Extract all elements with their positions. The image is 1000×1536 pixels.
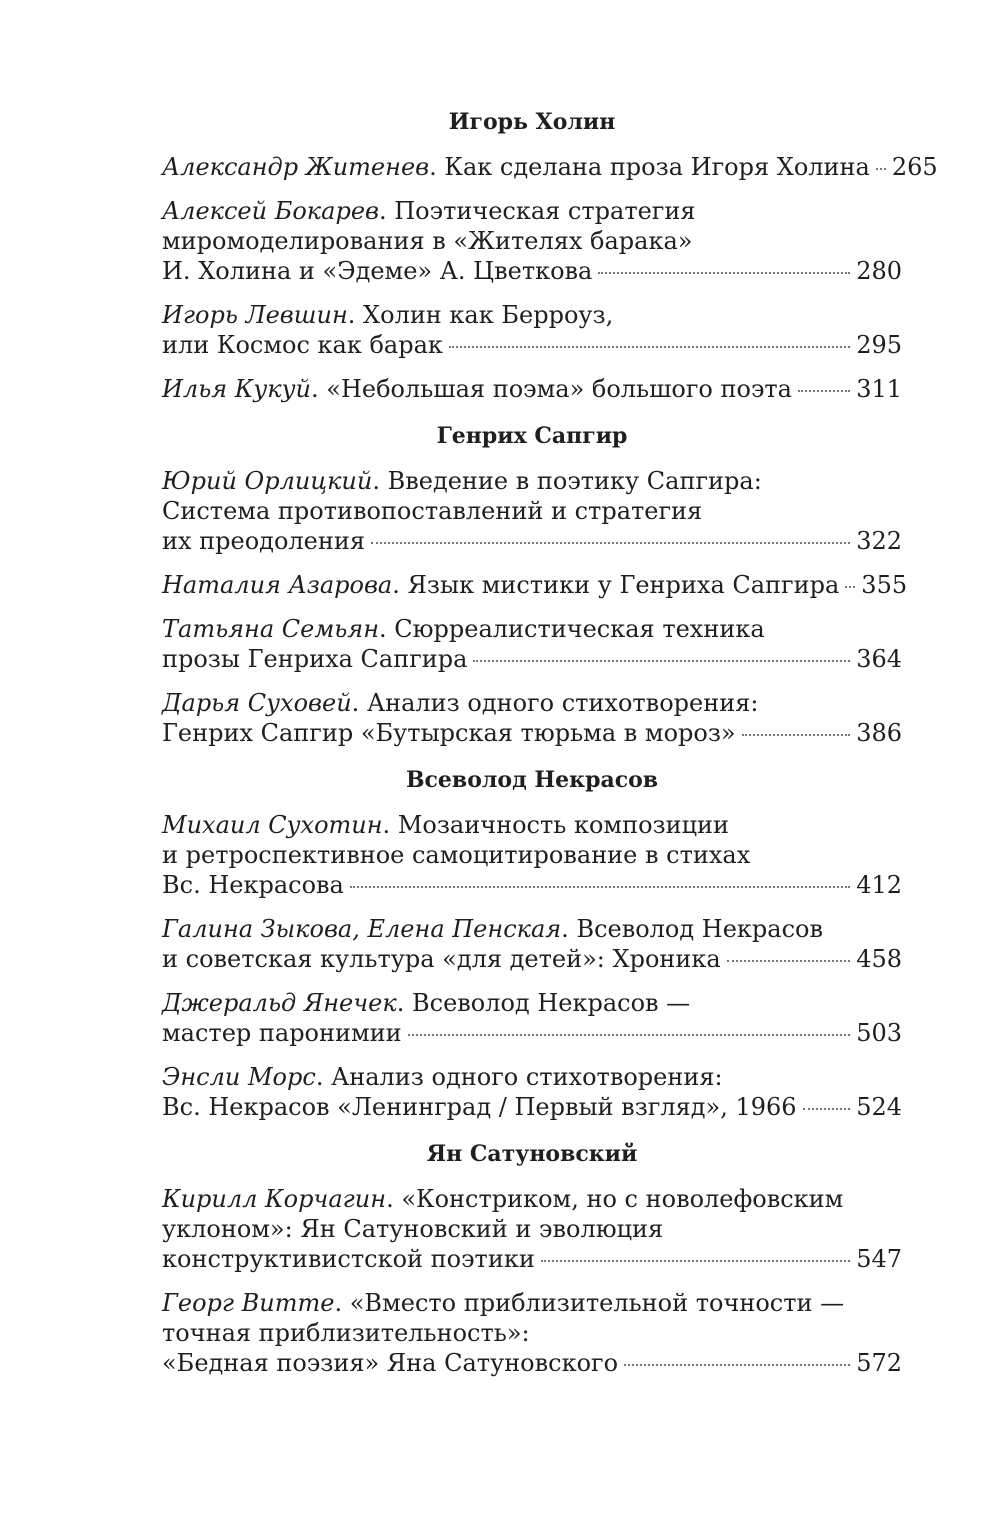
entry-line: Кирилл Корчагин. «Констриком, но с новолефовским xyxy=(162,1185,844,1213)
entry-author: Александр Житенев xyxy=(162,153,430,181)
dot-leader xyxy=(803,1108,851,1110)
entry-title-line: миромоделирования в «Жителях барака» xyxy=(162,227,693,255)
toc-entry[interactable] xyxy=(162,570,908,600)
entry-line: Михаил Сухотин. Мозаичность композиции xyxy=(162,811,730,839)
entry-line: Илья Кукуй. «Небольшая поэма» большого поэта xyxy=(162,375,792,403)
dot-leader xyxy=(350,886,850,888)
page-number: 311 xyxy=(856,375,902,403)
toc-entry[interactable] xyxy=(162,196,902,286)
entry-title-line: Мозаичность композиции xyxy=(397,811,730,839)
entry-last-line xyxy=(162,374,902,404)
toc-entry[interactable] xyxy=(162,988,902,1048)
toc-entry[interactable] xyxy=(162,810,902,900)
entry-title-line: Система противопоставлений и стратегия xyxy=(162,497,703,525)
entry-last-line xyxy=(162,870,902,900)
entry-line: Джеральд Янечек. Всеволод Некрасов — xyxy=(162,989,691,1017)
entry-title-line: Язык мистики у Генриха Сапгира xyxy=(407,571,840,599)
entry-line: Игорь Левшин. Холин как Берроуз, xyxy=(162,301,614,329)
entry-title-line: точная приблизительность»: xyxy=(162,1319,530,1347)
table-of-contents xyxy=(162,104,938,1392)
entry-title-line: Вс. Некрасова xyxy=(162,871,344,899)
page-number: 265 xyxy=(891,153,938,181)
entry-title-line: «Небольшая поэма» большого поэта xyxy=(326,375,792,403)
entry-title-line: уклоном»: Ян Сатуновский и эволюция xyxy=(162,1215,664,1243)
page-number: 503 xyxy=(856,1019,902,1047)
entry-last-line xyxy=(162,1244,902,1274)
entry-title-line: Поэтическая стратегия xyxy=(394,197,696,225)
section-title: Генрих Сапгир xyxy=(436,423,628,449)
page-number: 322 xyxy=(856,527,902,555)
dot-leader xyxy=(798,390,850,392)
entry-title-line: Всеволод Некрасов xyxy=(576,915,823,943)
entry-title-line: прозы Генриха Сапгира xyxy=(162,645,468,673)
page-number: 355 xyxy=(861,571,908,599)
entry-line: Георг Витте. «Вместо приблизительной точности — xyxy=(162,1289,845,1317)
entry-title-line: мастер паронимии xyxy=(162,1019,402,1047)
entry-line: Александр Житенев. Как сделана проза Игоря Холина xyxy=(162,153,870,181)
entry-author: Наталия Азарова xyxy=(162,571,393,599)
page-number: 295 xyxy=(856,331,902,359)
entry-title-line: Сюрреалистическая техника xyxy=(394,615,765,643)
toc-entry[interactable] xyxy=(162,152,938,182)
entry-title-line: и советская культура «для детей»: Хроника xyxy=(162,945,721,973)
entry-last-line xyxy=(162,1018,902,1048)
entry-line: Алексей Бокарев. Поэтическая стратегия xyxy=(162,197,696,225)
section-title: Ян Сатуновский xyxy=(426,1141,638,1167)
entry-title-line: Холин как Берроуз, xyxy=(363,301,614,329)
entry-title-line: Введение в поэтику Сапгира: xyxy=(387,467,762,495)
entry-last-line xyxy=(162,330,902,360)
page-number: 386 xyxy=(856,719,902,747)
entry-title-line: конструктивистской поэтики xyxy=(162,1245,535,1273)
toc-entry[interactable] xyxy=(162,1288,902,1378)
entry-last-line xyxy=(162,570,908,600)
page-number: 412 xyxy=(856,871,902,899)
entry-title-line: Вс. Некрасов «Ленинград / Первый взгляд», 1966 xyxy=(162,1093,797,1121)
entry-title-line: «Бедная поэзия» Яна Сатуновского xyxy=(162,1349,619,1377)
dot-leader xyxy=(624,1364,850,1366)
entry-line: Юрий Орлицкий. Введение в поэтику Сапгира: xyxy=(162,467,762,495)
toc-entry[interactable] xyxy=(162,1062,902,1122)
entry-line: Татьяна Семьян. Сюрреалистическая техника xyxy=(162,615,765,643)
entry-last-line xyxy=(162,944,902,974)
entry-author: Георг Витте xyxy=(162,1289,335,1317)
toc-entry[interactable] xyxy=(162,614,902,674)
entry-line: Наталия Азарова. Язык мистики у Генриха Сапгира xyxy=(162,571,840,599)
entry-last-line xyxy=(162,526,902,556)
entry-title-line: И. Холина и «Эдеме» А. Цветкова xyxy=(162,257,593,285)
entry-title-line: или Космос как барак xyxy=(162,331,443,359)
toc-entry[interactable] xyxy=(162,1184,902,1274)
entry-last-line xyxy=(162,256,902,286)
toc-entry[interactable] xyxy=(162,688,902,748)
entry-last-line xyxy=(162,1092,902,1122)
dot-leader xyxy=(598,272,850,274)
page-number: 547 xyxy=(856,1245,902,1273)
entry-title-line: Генрих Сапгир «Бутырская тюрьма в мороз» xyxy=(162,719,736,747)
entry-author: Энсли Морс xyxy=(162,1063,316,1091)
entry-author: Илья Кукуй xyxy=(162,375,312,403)
dot-leader xyxy=(371,542,850,544)
page-number: 458 xyxy=(856,945,902,973)
toc-entry[interactable] xyxy=(162,914,902,974)
entry-title-line: и ретроспективное самоцитирование в стихах xyxy=(162,841,751,869)
dot-leader xyxy=(541,1260,850,1262)
dot-leader xyxy=(727,960,850,962)
page-number: 572 xyxy=(856,1349,902,1377)
dot-leader xyxy=(845,586,855,588)
entry-author: Михаил Сухотин xyxy=(162,811,383,839)
entry-author: Кирилл Корчагин xyxy=(162,1185,387,1213)
entry-line: Галина Зыкова, Елена Пенская. Всеволод Некрасов xyxy=(162,915,823,943)
section-title: Игорь Холин xyxy=(448,109,616,135)
entry-title-line: их преодоления xyxy=(162,527,365,555)
entry-author: Галина Зыкова, Елена Пенская xyxy=(162,915,562,943)
section-title: Всеволод Некрасов xyxy=(405,767,659,793)
page-number: 524 xyxy=(856,1093,902,1121)
toc-entry[interactable] xyxy=(162,466,902,556)
entry-title-line: Анализ одного стихотворения: xyxy=(331,1063,723,1091)
page-number: 364 xyxy=(856,645,902,673)
entry-last-line xyxy=(162,1348,902,1378)
page-number: 280 xyxy=(856,257,902,285)
entry-author: Татьяна Семьян xyxy=(162,615,380,643)
entry-title-line: «Констриком, но с новолефовским xyxy=(401,1185,844,1213)
entry-title-line: Анализ одного стихотворения: xyxy=(366,689,759,717)
entry-author: Джеральд Янечек xyxy=(162,989,397,1017)
entry-line: Энсли Морс. Анализ одного стихотворения: xyxy=(162,1063,723,1091)
toc-entry[interactable] xyxy=(162,374,902,404)
entry-author: Юрий Орлицкий xyxy=(162,467,373,495)
entry-last-line xyxy=(162,718,902,748)
entry-author: Алексей Бокарев xyxy=(162,197,379,225)
entry-last-line xyxy=(162,152,938,182)
entry-last-line xyxy=(162,644,902,674)
dot-leader xyxy=(473,660,850,662)
entry-title-line: Как сделана проза Игоря Холина xyxy=(444,153,870,181)
dot-leader xyxy=(742,734,851,736)
entry-title-line: Всеволод Некрасов — xyxy=(411,989,691,1017)
entry-title-line: «Вместо приблизительной точности — xyxy=(349,1289,845,1317)
toc-entry[interactable] xyxy=(162,300,902,360)
entry-author: Игорь Левшин xyxy=(162,301,348,329)
dot-leader xyxy=(449,346,850,348)
entry-author: Дарья Суховей xyxy=(162,689,352,717)
dot-leader xyxy=(408,1034,851,1036)
dot-leader xyxy=(876,168,886,170)
entry-line: Дарья Суховей. Анализ одного стихотворения: xyxy=(162,689,759,717)
